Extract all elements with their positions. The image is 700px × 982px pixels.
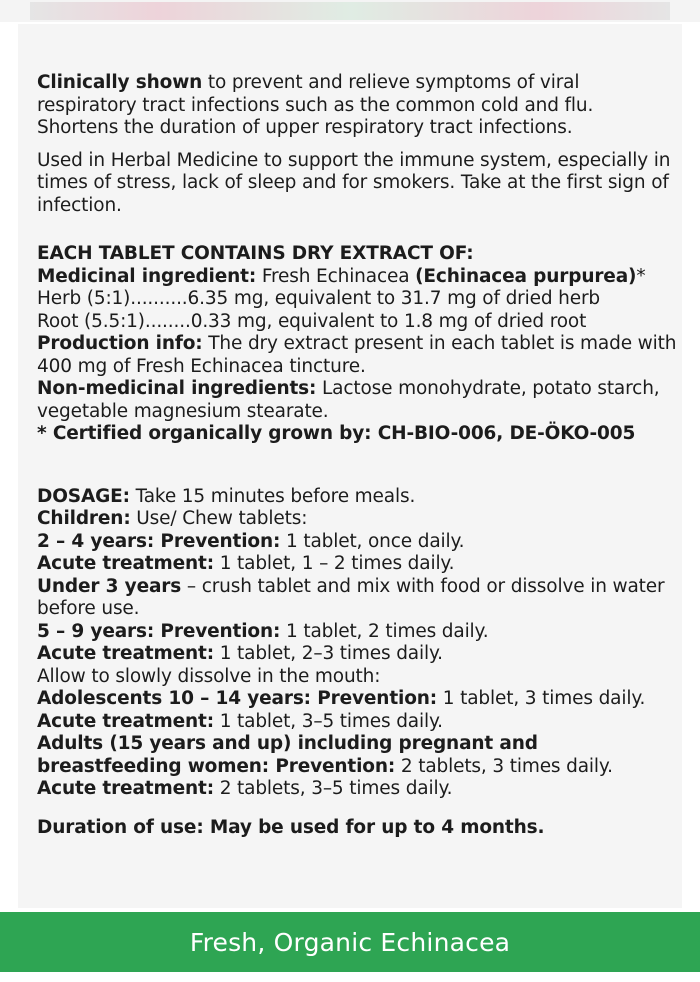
- medicinal-ingredient-value: Fresh Echinacea: [256, 265, 416, 287]
- certified-line: [37, 423, 677, 446]
- production-info-label: Production info:: [37, 333, 203, 354]
- bottom-band-text: Fresh, Organic Echinacea: [189, 927, 511, 957]
- dosage-value: Take 15 minutes before meals.: [129, 485, 416, 507]
- medicinal-ingredient-line: [37, 266, 677, 289]
- medicinal-latin-name: (Echinacea purpurea): [415, 265, 637, 287]
- bottom-edge: [0, 972, 700, 982]
- production-info-line: [37, 333, 677, 378]
- dissolve-line: Allow to slowly dissolve in the mouth:: [37, 665, 381, 687]
- age-2-4-prevention-line: [37, 531, 677, 554]
- intro-paragraph: [37, 72, 677, 140]
- adults-label: Adults (15 years and up) including pregnant and breastfeeding women: Prevention:: [37, 733, 538, 777]
- age-2-4-label: 2 – 4 years: Prevention:: [37, 530, 281, 552]
- dosage-label: DOSAGE:: [37, 485, 130, 507]
- acute-treatment-label: Acute treatment:: [37, 553, 214, 574]
- herb-line: Herb (5:1)..........6.35 mg, equivalent to 31.7 mg of dried herb: [37, 288, 601, 309]
- medicinal-ingredient-label: Medicinal ingredient:: [37, 265, 257, 287]
- under-3-value: – crush tablet and mix with food or dissolve in water before use.: [37, 575, 665, 619]
- clinically-shown-label: Clinically shown: [37, 72, 203, 93]
- acute-adolescents-value: 1 tablet, 3–5 times daily.: [213, 710, 443, 732]
- age-5-9-value: 1 tablet, 2 times daily.: [280, 620, 489, 642]
- acute-treatment-label: Acute treatment:: [37, 643, 214, 664]
- children-label: Children:: [37, 508, 131, 529]
- root-line: Root (5.5:1)........0.33 mg, equivalent to 1.8 mg of dried root: [37, 310, 587, 332]
- age-5-9-prevention-line: [37, 621, 677, 644]
- dosage-line: [37, 486, 677, 509]
- acute-5-9-value: 1 tablet, 2–3 times daily.: [213, 643, 443, 664]
- duration-of-use: Duration of use: May be used for up to 4 months.: [37, 816, 545, 838]
- non-medicinal-value: Lactose monohydrate, potato starch, vegetable magnesium stearate.: [37, 378, 660, 422]
- adolescents-value: 1 tablet, 3 times daily.: [437, 688, 646, 709]
- herbal-paragraph: Used in Herbal Medicine to support the immune system, especially in times of stress, lack of sleep and for smokers. Take at the first sign of infection.: [37, 149, 671, 216]
- non-medicinal-label: Non-medicinal ingredients:: [37, 378, 317, 399]
- ingredients-title: EACH TABLET CONTAINS DRY EXTRACT OF:: [37, 243, 474, 264]
- age-5-9-label: 5 – 9 years: Prevention:: [37, 620, 281, 642]
- acute-2-4-line: [37, 553, 677, 576]
- certified-text: * Certified organically grown by: CH-BIO-006, DE-ÖKO-005: [37, 423, 636, 444]
- package-top-decoration: [30, 2, 670, 20]
- age-2-4-value: 1 tablet, once daily.: [280, 530, 465, 552]
- bottom-green-band: [0, 912, 700, 972]
- acute-5-9-line: [37, 643, 677, 666]
- non-medicinal-line: [37, 378, 677, 423]
- adults-prevention-line: [37, 733, 677, 778]
- children-value: Use/ Chew tablets:: [130, 508, 308, 529]
- clinically-shown-text: to prevent and relieve symptoms of viral respiratory tract infections such as the common cold and flu. Shortens the duration of upper respiratory tract infections.: [37, 72, 594, 138]
- under-3-label: Under 3 years: [37, 575, 182, 597]
- production-info-value: The dry extract present in each tablet is made with 400 mg of Fresh Echinacea tincture.: [37, 333, 677, 377]
- acute-adults-value: 2 tablets, 3–5 times daily.: [213, 778, 453, 799]
- adolescents-prevention-line: [37, 688, 677, 711]
- top-strip: [0, 0, 700, 22]
- acute-treatment-label: Acute treatment:: [37, 710, 214, 732]
- adults-value: 2 tablets, 3 times daily.: [395, 755, 613, 777]
- children-line: [37, 508, 677, 531]
- acute-2-4-value: 1 tablet, 1 – 2 times daily.: [213, 553, 455, 574]
- adolescents-label: Adolescents 10 – 14 years: Prevention:: [37, 688, 438, 709]
- acute-adolescents-line: [37, 711, 677, 734]
- label-content: [37, 72, 677, 839]
- under-3-line: [37, 576, 677, 621]
- organic-asterisk: *: [636, 265, 646, 287]
- acute-adults-line: [37, 778, 677, 801]
- acute-treatment-label: Acute treatment:: [37, 778, 214, 799]
